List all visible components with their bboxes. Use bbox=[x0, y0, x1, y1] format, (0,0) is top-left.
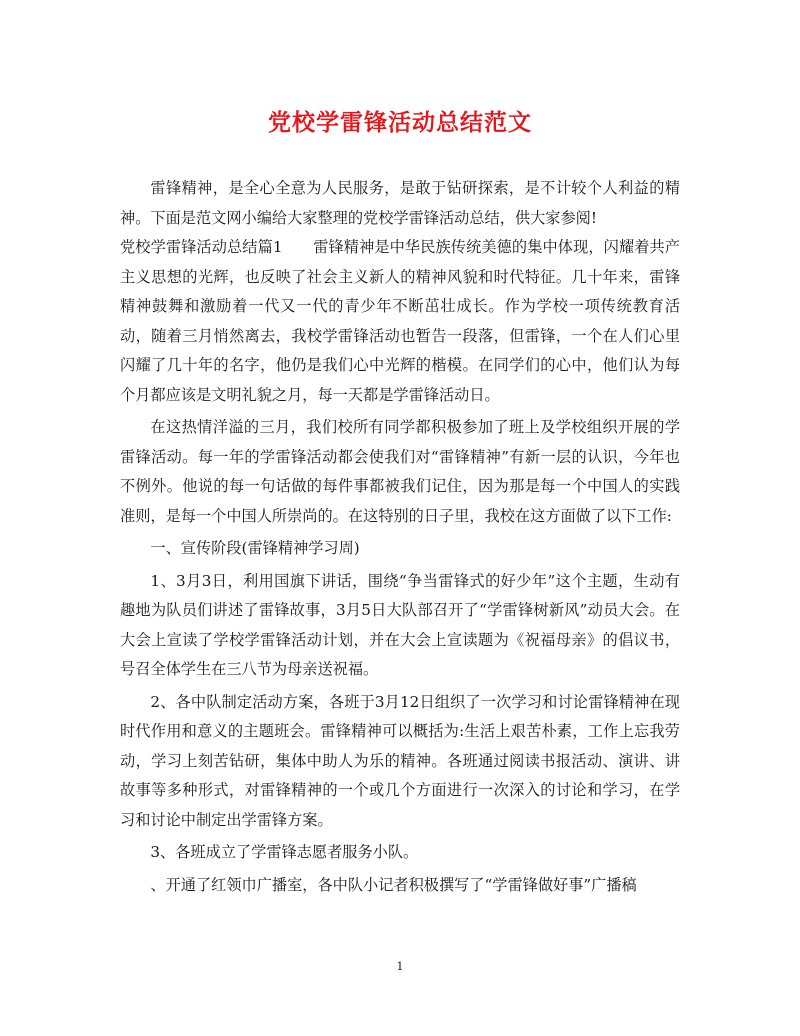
paragraph-item-2: 2、各中队制定活动方案，各班于3月12日组织了一次学习和讨论雷锋精神在现时代作用和意义的主题班会。雷锋精神可以概括为:生活上艰苦朴素，工作上忘我劳动，学习上刻苦钻研，集体中助人为乐的精神。各班通过阅读书报活动、演讲、讲故事等多种形式，对雷锋精神的一个或几个方面进行一次深入的讨论和学习，在学习和讨论中制定出学雷锋方案。 bbox=[120, 692, 680, 829]
paragraph-march: 在这热情洋溢的三月，我们校所有同学都积极参加了班上及学校组织开展的学雷锋活动。每一年的学雷锋活动都会使我们对“雷锋精神”有新一层的认识，今年也不例外。他说的每一句话做的每件事都被我们记住，因为那是每一个中国人的实践准则，是每一个中国人所崇尚的。在这特别的日子里，我校在这方面做了以下工作: bbox=[120, 418, 680, 525]
document-body bbox=[120, 174, 680, 900]
paragraph-intro: 雷锋精神，是全心全意为人民服务，是敢于钻研探索，是不计较个人利益的精神。下面是范文网小编给大家整理的党校学雷锋活动总结，供大家参阅! bbox=[120, 179, 680, 227]
page-number: 1 bbox=[396, 960, 404, 973]
paragraph-section-1: 党校学雷锋活动总结篇1 雷锋精神是中华民族传统美德的集中体现，闪耀着共产主义思想的光辉，也反映了社会主义新人的精神风貌和时代特征。几十年来，雷锋精神鼓舞和激励着一代又一代的青少年不断茁壮成长。作为学校一项传统教育活动，随着三月悄然离去，我校学雷锋活动也暂告一段落，但雷锋，一个在人们心里闪耀了几十年的名字，他仍是我们心中光辉的楷模。在同学们的心中，他们认为每个月都应该是文明礼貌之月，每一天都是学雷锋活动日。 bbox=[120, 238, 680, 404]
paragraph-item-4: 、开通了红领巾广播室，各中队小记者积极撰写了“学雷锋做好事”广播稿 bbox=[150, 875, 637, 894]
document-title: 党校学雷锋活动总结范文 bbox=[268, 109, 532, 136]
heading-publicity-stage: 一、宣传阶段(雷锋精神学习周) bbox=[150, 539, 360, 557]
paragraph-item-3: 3、各班成立了学雷锋志愿者服务小队。 bbox=[150, 843, 419, 861]
paragraph-item-1: 1、3月3日，利用国旗下讲话，围绕“争当雷锋式的好少年”这个主题，生动有趣地为队员们讲述了雷锋故事，3月5日大队部召开了“学雷锋树新风”动员大会。在大会上宣读了学校学雷锋活动计划，并在大会上宣读题为《祝福母亲》的倡议书，号召全体学生在三八节为母亲送祝福。 bbox=[120, 571, 680, 678]
